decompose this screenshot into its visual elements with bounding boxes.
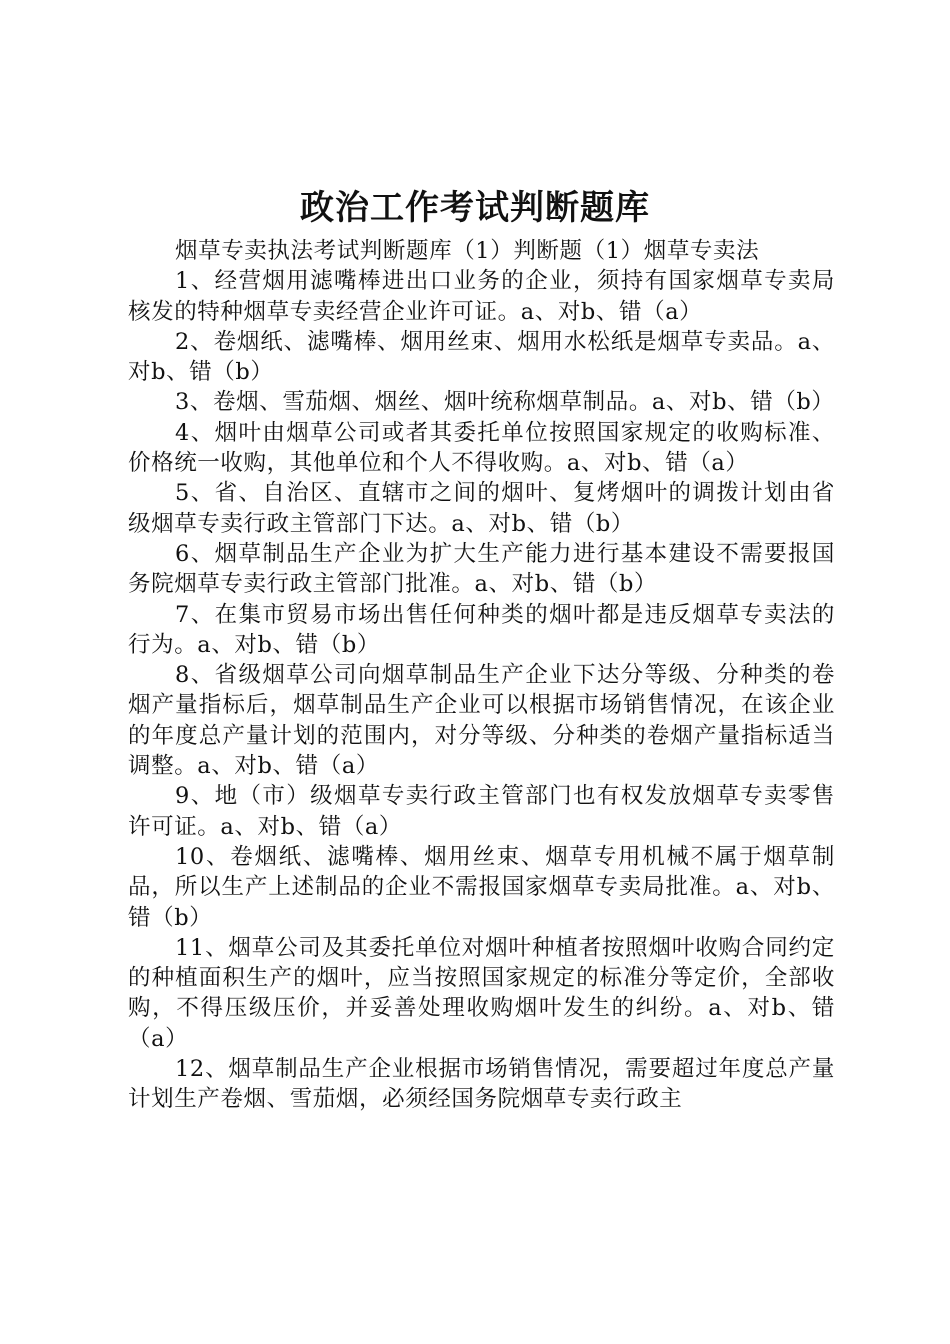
question-9: 9、地（市）级烟草专卖行政主管部门也有权发放烟草专卖零售许可证。a、对b、错（a） xyxy=(128,783,835,840)
question-5: 5、省、自治区、直辖市之间的烟叶、复烤烟叶的调拨计划由省级烟草专卖行政主管部门下达。a、对b、错（b） xyxy=(128,480,835,537)
question-12: 12、烟草制品生产企业根据市场销售情况，需要超过年度总产量计划生产卷烟、雪茄烟，必须经国务院烟草专卖行政主 xyxy=(128,1056,835,1113)
question-11: 11、烟草公司及其委托单位对烟叶种植者按照烟叶收购合同约定的种植面积生产的烟叶，应当按照国家规定的标准分等定价，全部收购，不得压级压价，并妥善处理收购烟叶发生的纠纷。a、对b、错（a） xyxy=(128,934,835,1052)
question-2: 2、卷烟纸、滤嘴棒、烟用丝束、烟用水松纸是烟草专卖品。a、对b、错（b） xyxy=(128,328,835,386)
question-1: 1、经营烟用滤嘴棒进出口业务的企业，须持有国家烟草专卖局核发的特种烟草专卖经营企业许可证。a、对b、错（a） xyxy=(128,268,835,325)
question-4: 4、烟叶由烟草公司或者其委托单位按照国家规定的收购标准、价格统一收购，其他单位和个人不得收购。a、对b、错（a） xyxy=(128,419,835,477)
question-10: 10、卷烟纸、滤嘴棒、烟用丝束、烟草专用机械不属于烟草制品，所以生产上述制品的企业不需报国家烟草专卖局批准。a、对b、错（b） xyxy=(128,843,835,931)
document-title: 政治工作考试判断题库 xyxy=(300,188,650,228)
question-6: 6、烟草制品生产企业为扩大生产能力进行基本建设不需要报国务院烟草专卖行政主管部门批准。a、对b、错（b） xyxy=(128,540,835,598)
document-body xyxy=(128,236,835,1115)
question-8: 8、省级烟草公司向烟草制品生产企业下达分等级、分种类的卷烟产量指标后，烟草制品生产企业可以根据市场销售情况，在该企业的年度总产量计划的范围内，对分等级、分种类的卷烟产量指标适当调整。a、对b、错（a） xyxy=(128,662,835,780)
question-3: 3、卷烟、雪茄烟、烟丝、烟叶统称烟草制品。a、对b、错（b） xyxy=(175,389,835,416)
question-7: 7、在集市贸易市场出售任何种类的烟叶都是违反烟草专卖法的行为。a、对b、错（b） xyxy=(128,601,835,658)
paragraph-intro: 烟草专卖执法考试判断题库（1）判断题（1）烟草专卖法 xyxy=(175,238,760,264)
